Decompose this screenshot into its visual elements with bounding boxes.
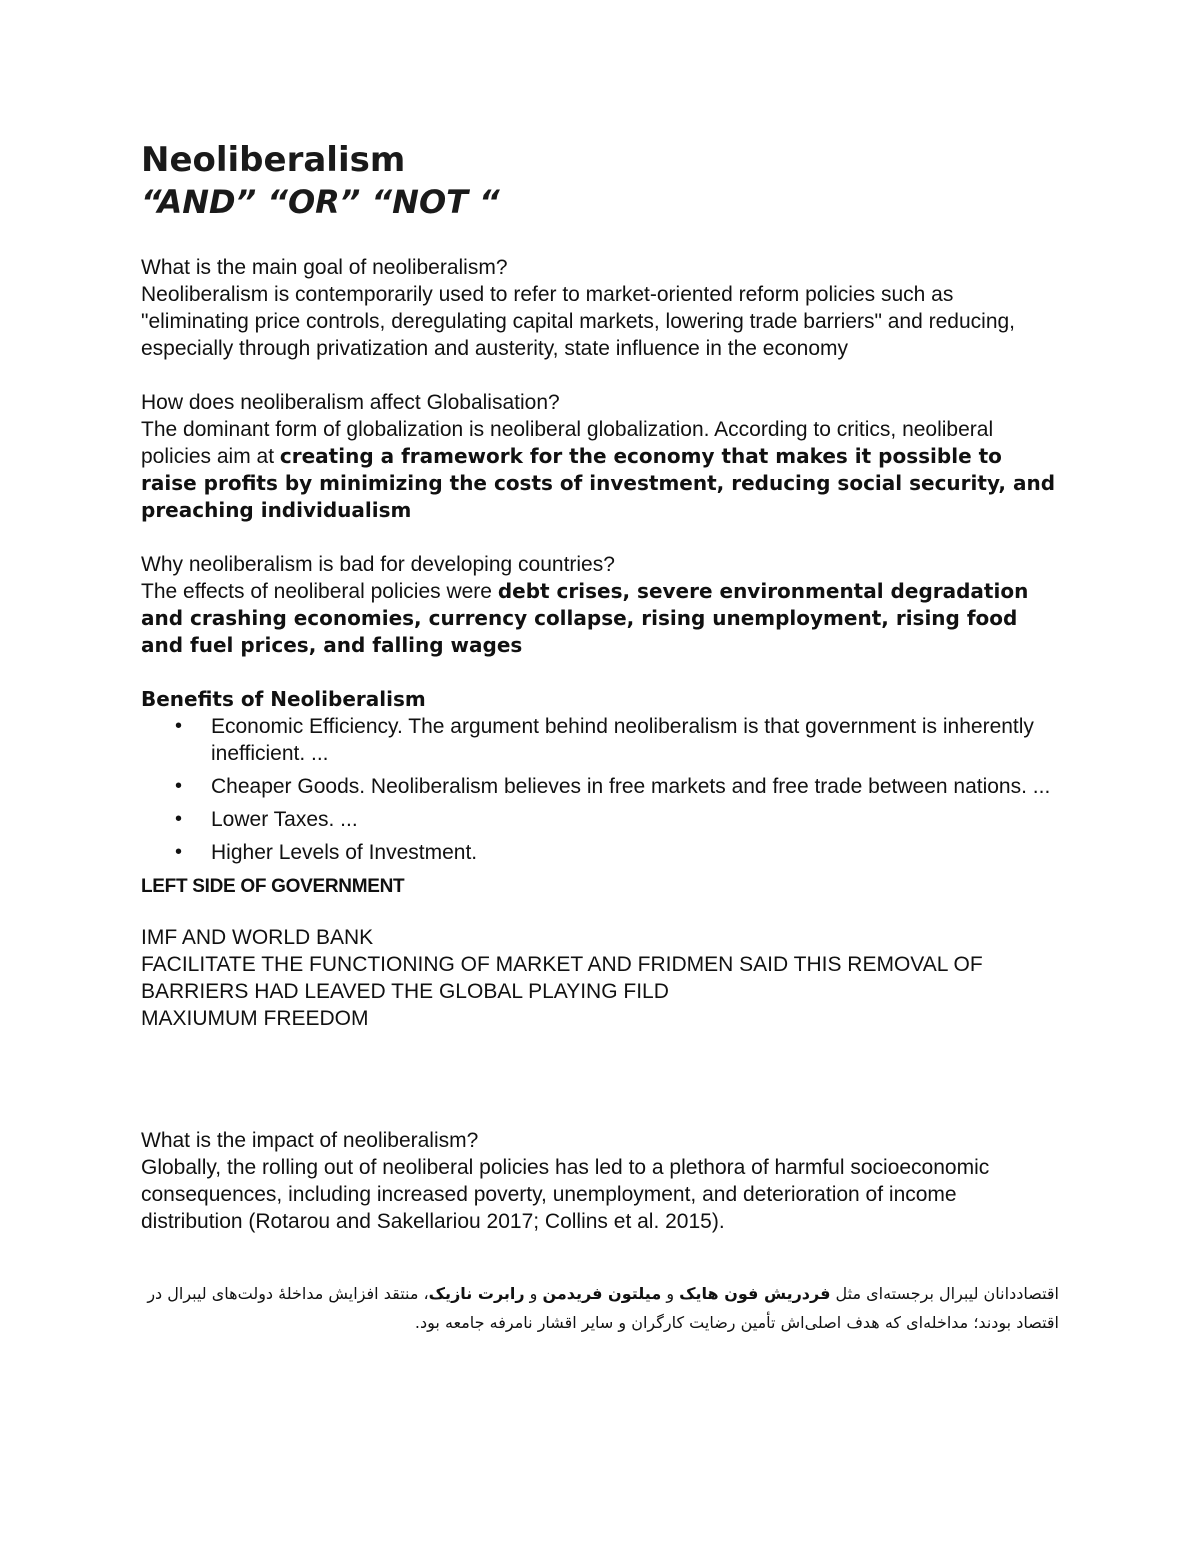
page-subtitle: “AND” “OR” “NOT “ xyxy=(141,183,500,221)
bullet-icon: • xyxy=(175,808,183,830)
question-globalisation: How does neoliberalism affect Globalisation? xyxy=(141,391,560,414)
freedom-line: MAXIUMUM FREEDOM xyxy=(141,1007,369,1030)
persian-name-friedman: میلتون فریدمن xyxy=(542,1284,662,1303)
list-item-text: Economic Efficiency. The argument behind neoliberalism is that government is inherently inefficient. ... xyxy=(211,715,1034,765)
bullet-icon: • xyxy=(175,715,183,737)
persian-text-3: و xyxy=(524,1284,543,1303)
list-item xyxy=(141,773,1061,800)
persian-text-1: اقتصاددانان لیبرال برجسته‌ای مثل xyxy=(830,1284,1059,1303)
question-impact: What is the impact of neoliberalism? xyxy=(141,1129,479,1152)
list-item-text: Lower Taxes. ... xyxy=(211,808,358,831)
list-item-text: Cheaper Goods. Neoliberalism believes in free markets and free trade between nations. ... xyxy=(211,775,1051,798)
benefits-list xyxy=(141,713,1061,866)
persian-name-hayek: فردریش فون هایک xyxy=(679,1284,831,1303)
answer-impact: Globally, the rolling out of neoliberal policies has led to a plethora of harmful socioeconomic consequences, including increased poverty, unemployment, and deterioration of income distribution (Rotarou and Sakellariou 2017; Collins et al. 2015). xyxy=(141,1156,990,1233)
facilitate-line: FACILITATE THE FUNCTIONING OF MARKET AND FRIDMEN SAID THIS REMOVAL OF BARRIERS HAD LEAVED THE GLOBAL PLAYING FILD xyxy=(141,953,983,1003)
answer-developing-plain: The effects of neoliberal policies were xyxy=(141,580,498,603)
question-developing-countries: Why neoliberalism is bad for developing countries? xyxy=(141,553,615,576)
benefits-heading: Benefits of Neoliberalism xyxy=(141,687,426,711)
answer-developing-countries xyxy=(141,578,1061,659)
bullet-icon: • xyxy=(175,775,183,797)
left-side-heading: LEFT SIDE OF GOVERNMENT xyxy=(141,876,405,897)
answer-globalisation-plain: The dominant form of globalization is neoliberal globalization. According to critics, neoliberal policies aim at xyxy=(141,418,994,468)
answer-developing-bold: debt crises, severe environmental degradation and crashing economies, currency collapse, rising unemployment, rising food and fuel prices, and falling wages xyxy=(141,579,1029,657)
answer-globalisation-bold: creating a framework for the economy that makes it possible to raise profits by minimizing the costs of investment, reducing social security, and preaching individualism xyxy=(141,444,1056,522)
list-item xyxy=(141,806,1061,833)
bullet-icon: • xyxy=(175,841,183,863)
persian-text-2: و xyxy=(661,1284,680,1303)
answer-main-goal: Neoliberalism is contemporarily used to refer to market-oriented reform policies such as "eliminating price controls, deregulating capital markets, lowering trade barriers" and reducing, especially through privatization and austerity, state influence in the economy xyxy=(141,283,1016,360)
list-item xyxy=(141,839,1061,866)
page-title: Neoliberalism xyxy=(141,140,406,180)
answer-globalisation xyxy=(141,416,1061,524)
persian-name-nozick: رابرت نازیک xyxy=(428,1284,525,1303)
document-content xyxy=(141,140,1061,1337)
persian-text-4: ، منتقد افزایش مداخلهٔ دولت‌های لیبرال در اقتصاد بودند؛ مداخله‌ای که هدف اصلی‌اش تأمین رضایت کارگران و سایر اقشار نامرفه جامعه بود. xyxy=(147,1284,1059,1332)
imf-line: IMF AND WORLD BANK xyxy=(141,926,374,949)
list-item xyxy=(141,713,1061,767)
persian-paragraph xyxy=(141,1279,1059,1337)
list-item-text: Higher Levels of Investment. xyxy=(211,841,478,864)
question-main-goal: What is the main goal of neoliberalism? xyxy=(141,256,508,279)
